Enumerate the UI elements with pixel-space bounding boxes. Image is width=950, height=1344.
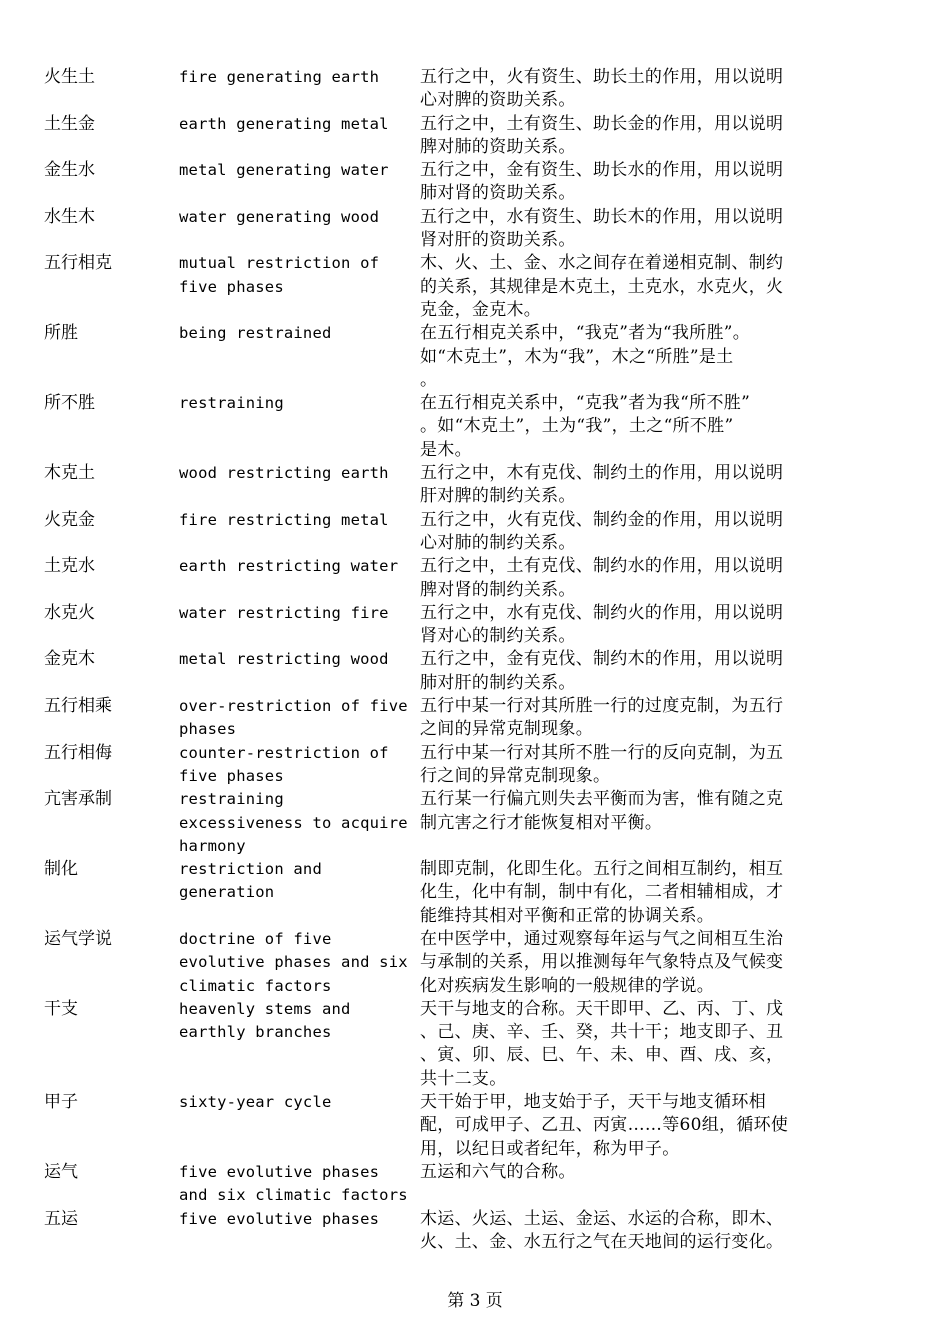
definition-cell: 五行某一行偏亢则失去平衡而为害，惟有随之克 制亢害之行才能恢复相对平衡。 — [420, 789, 784, 833]
english-cell: being restrained — [179, 324, 332, 343]
glossary-row — [44, 113, 830, 160]
english-cell: earth generating metal — [179, 114, 389, 133]
glossary-row — [44, 928, 830, 998]
definition-cell: 在中医学中，通过观察每年运与气之间相互生治 与承制的关系，用以推测每年气象特点及气候变 化对疾病发生影响的一般规律的学说。 — [420, 928, 784, 996]
glossary-row — [44, 252, 830, 322]
term-cell: 干支 — [44, 998, 78, 1019]
english-cell: earth restricting water — [179, 557, 399, 576]
glossary-row — [44, 602, 830, 649]
english-cell: water generating wood — [179, 207, 380, 226]
definition-cell: 五行之中，火有克伐、制约金的作用，用以说明 心对肺的制约关系。 — [420, 509, 784, 553]
term-cell: 五行相乘 — [44, 696, 112, 717]
term-cell: 火克金 — [44, 509, 95, 530]
glossary-row — [44, 788, 830, 858]
definition-cell: 天干始于甲，地支始于子，天干与地支循环相 配，可成甲子、乙丑、丙寅……等60组，循环使 用，以纪日或者纪年，称为甲子。 — [420, 1092, 789, 1159]
english-cell: restraining — [179, 394, 284, 413]
definition-cell: 五行之中，水有资生、助长木的作用，用以说明 肾对肝的资助关系。 — [420, 206, 784, 251]
term-cell: 木克土 — [44, 463, 95, 484]
term-cell: 水生木 — [44, 206, 95, 227]
glossary-row — [44, 1161, 830, 1208]
glossary-table — [44, 66, 830, 1254]
definition-cell: 五行之中，火有资生、助长土的作用，用以说明 心对脾的资助关系。 — [420, 67, 784, 111]
term-cell: 五行相侮 — [44, 742, 112, 763]
english-cell: over-restriction of five phases — [179, 697, 408, 739]
definition-cell: 天干与地支的合称。天干即甲、乙、丙、丁、戊 、己、庚、辛、壬、癸，共十干；地支即子、丑 、寅、卯、辰、巳、午、未、申、酉、戌、亥， 共十二支。 — [420, 998, 784, 1089]
page-number: 第 3 页 — [447, 1291, 503, 1311]
english-cell: metal restricting wood — [179, 650, 389, 669]
definition-cell: 制即克制，化即生化。五行之间相互制约，相互 化生，化中有制，制中有化，二者相辅相成，才 能维持其相对平衡和正常的协调关系。 — [420, 859, 784, 926]
definition-cell: 五行之中，土有资生、助长金的作用，用以说明 脾对肺的资助关系。 — [420, 113, 784, 157]
glossary-row — [44, 555, 830, 602]
english-cell: fire restricting metal — [179, 510, 389, 529]
glossary-row — [44, 509, 830, 556]
definition-cell: 五行之中，土有克伐、制约水的作用，用以说明 脾对肾的制约关系。 — [420, 556, 784, 600]
definition-cell: 在五行相克关系中，“我克”者为“我所胜”。 如“木克土”，木为“我”，木之“所胜”是土 。 — [420, 323, 751, 390]
definition-cell: 五行之中，木有克伐、制约土的作用，用以说明 肝对脾的制约关系。 — [420, 463, 784, 507]
term-cell: 甲子 — [44, 1092, 78, 1113]
glossary-row — [44, 858, 830, 928]
english-cell: fire generating earth — [179, 68, 380, 86]
definition-cell: 五行之中，金有资生、助长水的作用，用以说明 肺对肾的资助关系。 — [420, 160, 784, 204]
term-cell: 所胜 — [44, 323, 78, 344]
term-cell: 土克水 — [44, 556, 95, 577]
glossary-row — [44, 1091, 830, 1161]
definition-cell: 木、火、土、金、水之间存在着递相克制、制约 的关系，其规律是木克土，土克水，水克火，火 克金，金克木。 — [420, 253, 784, 320]
term-cell: 制化 — [44, 859, 78, 880]
term-cell: 金生水 — [44, 160, 95, 181]
term-cell: 亢害承制 — [44, 789, 112, 810]
glossary-body — [44, 66, 830, 1254]
glossary-row — [44, 159, 830, 206]
english-cell: doctrine of five evolutive phases and six climatic factors — [179, 929, 408, 995]
glossary-row — [44, 1208, 830, 1255]
term-cell: 土生金 — [44, 113, 95, 134]
english-cell: restriction and generation — [179, 860, 322, 902]
term-cell: 金克木 — [44, 649, 95, 670]
glossary-row — [44, 648, 830, 695]
definition-cell: 五行之中，水有克伐、制约火的作用，用以说明 肾对心的制约关系。 — [420, 602, 784, 647]
definition-cell: 在五行相克关系中，“克我”者为我“所不胜” 。如“木克土”，土为“我”，土之“所不胜” 是木。 — [420, 393, 751, 460]
definition-cell: 五行中某一行对其所不胜一行的反向克制，为五 行之间的异常克制现象。 — [420, 742, 784, 786]
english-cell: restraining excessiveness to acquire harmony — [179, 790, 408, 855]
english-cell: wood restricting earth — [179, 464, 389, 483]
glossary-row — [44, 742, 830, 789]
english-cell: mutual restriction of five phases — [179, 254, 380, 296]
english-cell: five evolutive phases — [179, 1209, 380, 1228]
glossary-row — [44, 66, 830, 113]
definition-cell: 五行之中，金有克伐、制约木的作用，用以说明 肺对肝的制约关系。 — [420, 649, 784, 693]
term-cell: 五运 — [44, 1208, 78, 1229]
term-cell: 五行相克 — [44, 253, 112, 274]
glossary-row — [44, 392, 830, 462]
english-cell: water restricting fire — [179, 603, 389, 622]
term-cell: 火生土 — [44, 67, 95, 87]
english-cell: counter-restriction of five phases — [179, 743, 389, 785]
glossary-row — [44, 322, 830, 392]
english-cell: metal generating water — [179, 161, 389, 180]
definition-cell: 木运、火运、土运、金运、水运的合称，即木、 火、土、金、水五行之气在天地间的运行变化。 — [420, 1208, 784, 1252]
english-cell: heavenly stems and earthly branches — [179, 999, 351, 1042]
term-cell: 所不胜 — [44, 393, 95, 414]
term-cell: 水克火 — [44, 602, 95, 623]
glossary-row — [44, 998, 830, 1091]
definition-cell: 五行中某一行对其所胜一行的过度克制，为五行 之间的异常克制现象。 — [420, 696, 784, 740]
english-cell: sixty-year cycle — [179, 1093, 332, 1112]
glossary-row — [44, 462, 830, 509]
english-cell: five evolutive phases and six climatic factors — [179, 1162, 408, 1205]
term-cell: 运气学说 — [44, 928, 112, 949]
term-cell: 运气 — [44, 1161, 78, 1182]
definition-cell: 五运和六气的合称。 — [420, 1161, 576, 1182]
glossary-row — [44, 206, 830, 253]
glossary-row — [44, 695, 830, 742]
